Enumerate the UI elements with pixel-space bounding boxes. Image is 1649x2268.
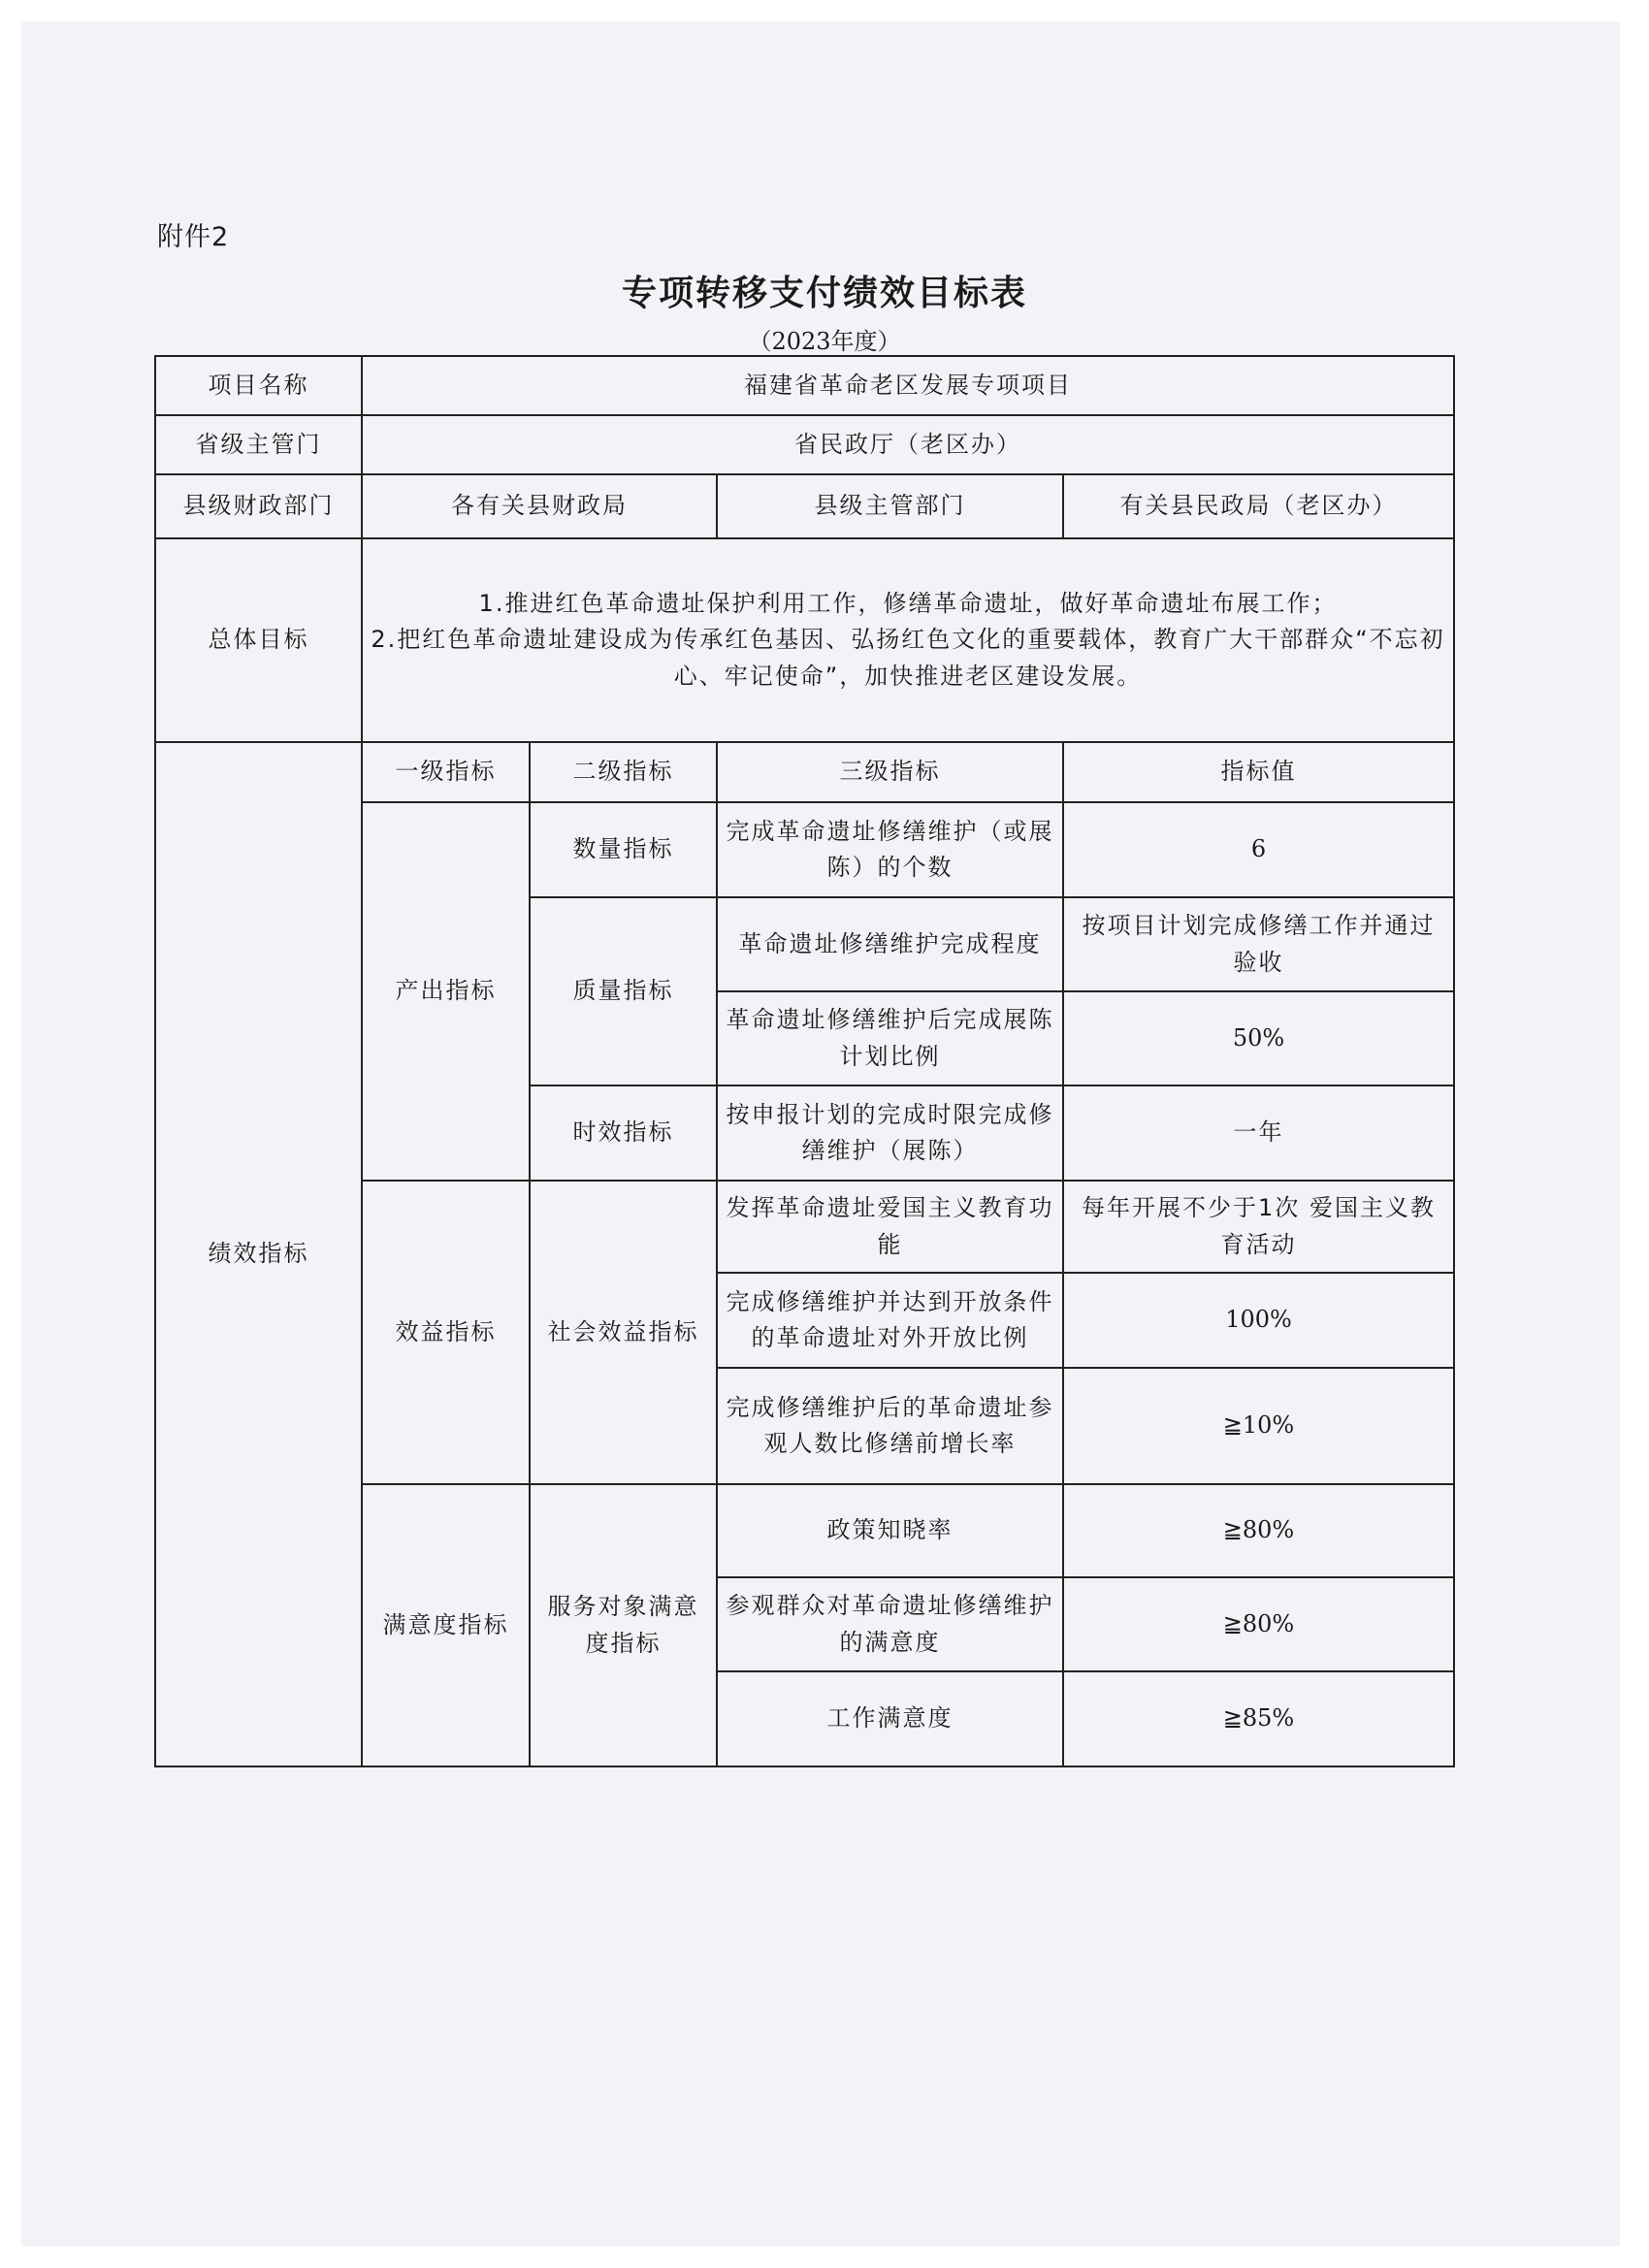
benefit-value-1: 每年开展不少于1次 爱国主义教育活动 [1063,1181,1454,1273]
benefit-item-3: 完成修缮维护后的革命遗址参观人数比修缮前增长率 [717,1368,1063,1484]
benefit-item-1: 发挥革命遗址爱国主义教育功能 [717,1181,1063,1273]
project-name-label: 项目名称 [155,356,362,415]
county-dept-label: 县级主管部门 [717,474,1063,538]
quality-value-1: 按项目计划完成修缮工作并通过验收 [1063,897,1454,991]
table-row [155,538,1454,742]
quality-value-2: 50% [1063,991,1454,1085]
benefit-item-2: 完成修缮维护并达到开放条件的革命遗址对外开放比例 [717,1273,1063,1368]
header-value: 指标值 [1063,742,1454,802]
performance-target-table [154,355,1455,1767]
satisfaction-value-2: ≧80% [1063,1577,1454,1671]
overall-goal-label: 总体目标 [155,538,362,742]
timeliness-value: 一年 [1063,1085,1454,1181]
header-level2: 二级指标 [530,742,717,802]
satisfaction-item-1: 政策知晓率 [717,1484,1063,1577]
project-name-value: 福建省革命老区发展专项项目 [362,356,1454,415]
overall-goal-text [362,538,1454,742]
document-title: 专项转移支付绩效目标表 [621,274,1027,313]
county-finance-value: 各有关县财政局 [362,474,717,538]
quantity-item: 完成革命遗址修缮维护（或展陈）的个数 [717,802,1063,897]
table-row [155,415,1454,474]
satisfaction-value-1: ≧80% [1063,1484,1454,1577]
table-header-row [155,742,1454,802]
benefit-indicator-label: 效益指标 [362,1181,530,1484]
benefit-value-3: ≧10% [1063,1368,1454,1484]
satisfaction-indicator-label: 满意度指标 [362,1484,530,1766]
performance-indicator-label: 绩效指标 [155,742,362,1766]
quality-indicator-label: 质量指标 [530,897,717,1085]
timeliness-indicator-label: 时效指标 [530,1085,717,1181]
satisfaction-item-2: 参观群众对革命遗址修缮维护的满意度 [717,1577,1063,1671]
table-row [155,474,1454,538]
header-level1: 一级指标 [362,742,530,802]
service-satisfaction-label: 服务对象满意度指标 [530,1484,717,1766]
document-year: （2023年度） [748,328,901,355]
attachment-label: 附件2 [157,222,230,252]
provincial-dept-label: 省级主管门 [155,415,362,474]
benefit-value-2: 100% [1063,1273,1454,1368]
table-row [155,356,1454,415]
quality-item-1: 革命遗址修缮维护完成程度 [717,897,1063,991]
provincial-dept-value: 省民政厅（老区办） [362,415,1454,474]
county-dept-value: 有关县民政局（老区办） [1063,474,1454,538]
timeliness-item: 按申报计划的完成时限完成修缮维护（展陈） [717,1085,1063,1181]
quantity-indicator-label: 数量指标 [530,802,717,897]
social-benefit-label: 社会效益指标 [530,1181,717,1484]
goal-line-1: 1.推进红色革命遗址保护利用工作，修缮革命遗址，做好革命遗址布展工作； [478,590,1338,618]
quantity-value: 6 [1063,802,1454,897]
quality-item-2: 革命遗址修缮维护后完成展陈计划比例 [717,991,1063,1085]
goal-line-2: 2.把红色革命遗址建设成为传承红色基因、弘扬红色文化的重要载体，教育广大干部群众“不忘初心、牢记使命”，加快推进老区建设发展。 [371,626,1445,690]
output-indicator-label: 产出指标 [362,802,530,1181]
satisfaction-item-3: 工作满意度 [717,1671,1063,1766]
satisfaction-value-3: ≧85% [1063,1671,1454,1766]
header-level3: 三级指标 [717,742,1063,802]
county-finance-label: 县级财政部门 [155,474,362,538]
